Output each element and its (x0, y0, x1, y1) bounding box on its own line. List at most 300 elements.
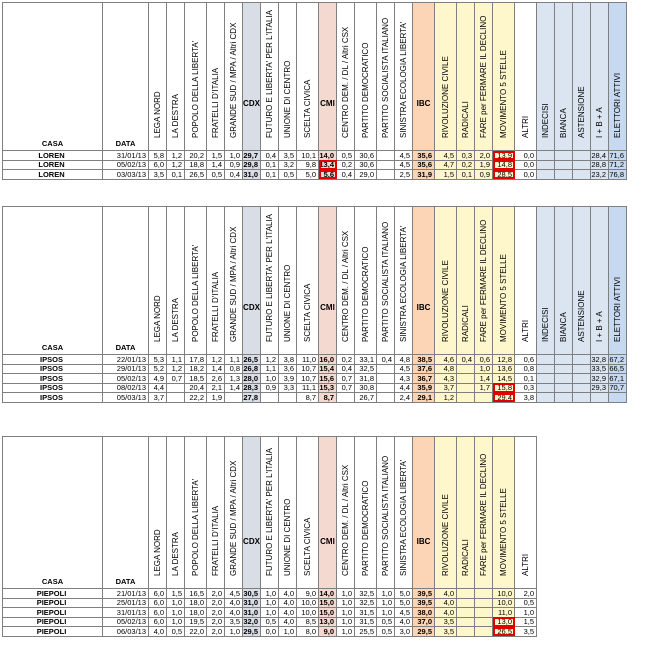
cell-fdi: 2,0 (207, 627, 225, 637)
cell-cmi: 15,6 (319, 374, 337, 384)
cell-la-destra (167, 383, 185, 393)
cell-data: 21/01/13 (103, 589, 149, 599)
column-header-fare (475, 207, 493, 355)
cell-bianca (555, 170, 573, 180)
column-header-pdl (185, 437, 207, 589)
cell-pd: 30,6 (355, 151, 377, 161)
cell-casa: IPSOS (3, 364, 103, 374)
column-header-fdi (207, 3, 225, 151)
cell-scelta-civica: 8,0 (297, 627, 319, 637)
cell-ibc: 39,5 (413, 589, 435, 599)
column-header-indecisi (537, 207, 555, 355)
cell-m5s: 11,0 (493, 608, 515, 618)
cell-bianca (555, 160, 573, 170)
cell-rivoluzione-civile: 4,0 (435, 608, 457, 618)
cell-ibc: 38,0 (413, 608, 435, 618)
column-header-pd (355, 207, 377, 355)
cell-pd: 32,5 (355, 598, 377, 608)
column-header-bianca (555, 207, 573, 355)
column-header-label: FUTURO E LIBERTA' PER L'ITALIA (264, 448, 274, 576)
cell-ibc: 35,6 (413, 151, 435, 161)
cell-pdl: 22,0 (185, 627, 207, 637)
cell-m5s: 13,9 (493, 151, 515, 161)
cell-m5s: 29,4 (493, 393, 515, 403)
cell-fdi: 2,6 (207, 374, 225, 384)
cell-la-destra: 1,2 (167, 151, 185, 161)
cell-fli: 1,0 (261, 608, 279, 618)
cell-ibc: 38,5 (413, 355, 435, 365)
cell-psi: 0,4 (377, 355, 395, 365)
cell-cdx: 29,5 (243, 627, 261, 637)
cell-ibc: 35,9 (413, 383, 435, 393)
column-header-label: PARTITO SOCIALISTA ITALIANO (380, 455, 390, 576)
cell-cmi: 16,0 (319, 355, 337, 365)
column-header-cd-altri-csx (337, 437, 355, 589)
column-header-label: FUTURO E LIBERTA' PER L'ITALIA (264, 214, 274, 342)
column-header-cd-altri-csx (337, 207, 355, 355)
cell-grande-sud: 4,0 (225, 598, 243, 608)
column-header-m5s (493, 3, 515, 151)
column-header-label: SCELTA CIVICA (302, 79, 312, 138)
cell-scelta-civica: 10,7 (297, 374, 319, 384)
cell-ibc: 39,5 (413, 598, 435, 608)
column-header-m5s (493, 437, 515, 589)
cell-fare (475, 617, 493, 627)
cell-indecisi (537, 170, 555, 180)
cell-rivoluzione-civile: 4,0 (435, 598, 457, 608)
cell-fli: 0,5 (261, 617, 279, 627)
cell-grande-sud: 4,0 (225, 608, 243, 618)
column-header-la-destra (167, 207, 185, 355)
cell-udc: 0,5 (279, 170, 297, 180)
column-header-grande-sud (225, 437, 243, 589)
cell-lega-nord: 6,0 (149, 589, 167, 599)
cell-pd: 33,1 (355, 355, 377, 365)
column-header-rivoluzione-civile (435, 3, 457, 151)
cell-cd-altri-csx: 0,2 (337, 160, 355, 170)
cell-fare (475, 627, 493, 637)
column-header-label: PARTITO DEMOCRATICO (360, 480, 370, 576)
cell-fare (475, 393, 493, 403)
cell-indecisi (537, 374, 555, 384)
cell-cd-altri-csx: 0,5 (337, 151, 355, 161)
column-header-label: BIANCA (558, 312, 568, 342)
column-header-psi (377, 3, 395, 151)
cell-fdi: 1,2 (207, 355, 225, 365)
column-header-label: POPOLO DELLA LIBERTA' (190, 40, 200, 138)
cell-m5s: 12,8 (493, 355, 515, 365)
cell-scelta-civica: 5,0 (297, 170, 319, 180)
cell-ibc: 37,6 (413, 364, 435, 374)
cell-fdi: 0,5 (207, 170, 225, 180)
cell-casa: PIEPOLI (3, 608, 103, 618)
cell-cdx: 28,0 (243, 374, 261, 384)
cell-pdl: 18,8 (185, 160, 207, 170)
cell-lega-nord: 5,8 (149, 151, 167, 161)
cell-data: 05/02/13 (103, 374, 149, 384)
cell-elettori-attivi: 66,5 (609, 364, 627, 374)
cell-scelta-civica: 9,8 (297, 160, 319, 170)
cell-pd: 32,5 (355, 589, 377, 599)
cell-sel: 2,4 (395, 393, 413, 403)
piepoli-poll-table (2, 436, 537, 637)
cell-pdl: 19,5 (185, 617, 207, 627)
cell-indecisi (537, 383, 555, 393)
cell-m5s: 28,5 (493, 170, 515, 180)
cell-rivoluzione-civile: 4,8 (435, 364, 457, 374)
column-header-label: FRATELLI D'ITALIA (210, 505, 220, 576)
column-header-scelta-civica (297, 207, 319, 355)
cell-cdx: 26,8 (243, 364, 261, 374)
cell-m5s: 14,8 (493, 160, 515, 170)
cell-lega-nord: 4,0 (149, 627, 167, 637)
cell-elettori-attivi: 71,6 (609, 151, 627, 161)
cell-scelta-civica: 9,0 (297, 589, 319, 599)
column-header-astensione (573, 207, 591, 355)
cell-psi: 1,0 (377, 598, 395, 608)
cell-cd-altri-csx: 1,0 (337, 617, 355, 627)
cell-la-destra: 0,7 (167, 374, 185, 384)
cell-cdx: 27,8 (243, 393, 261, 403)
column-header-fdi (207, 437, 225, 589)
cell-psi (377, 383, 395, 393)
table-row (3, 589, 537, 599)
column-header-lega-nord (149, 3, 167, 151)
column-header-fdi (207, 207, 225, 355)
cell-cmi: 9,0 (319, 627, 337, 637)
column-header-fli (261, 3, 279, 151)
cell-ibpa: 33,5 (591, 364, 609, 374)
cell-fli: 0,9 (261, 383, 279, 393)
cell-fli: 1,0 (261, 374, 279, 384)
table-row (3, 617, 537, 627)
cell-psi: 0,5 (377, 627, 395, 637)
cell-rivoluzione-civile: 3,5 (435, 617, 457, 627)
cell-fare: 0,9 (475, 170, 493, 180)
cell-udc: 4,0 (279, 608, 297, 618)
column-header-data: DATA (103, 437, 149, 589)
cell-casa: PIEPOLI (3, 627, 103, 637)
cell-bianca (555, 374, 573, 384)
cell-indecisi (537, 160, 555, 170)
column-header-radicali (457, 437, 475, 589)
cell-cd-altri-csx: 1,0 (337, 608, 355, 618)
cell-cmi: 14,0 (319, 151, 337, 161)
cell-cmi: 5,6 (319, 170, 337, 180)
table-row (3, 160, 627, 170)
cell-cdx: 28,3 (243, 383, 261, 393)
column-header-label: CENTRO DEM. / DL / Altri CSX (340, 464, 350, 576)
cell-altri: 2,0 (515, 589, 537, 599)
column-header-label: RADICALI (460, 101, 470, 138)
cell-pd: 26,7 (355, 393, 377, 403)
column-header-label: INDECISI (540, 307, 550, 342)
cell-sel: 4,5 (395, 608, 413, 618)
cell-sel: 4,5 (395, 151, 413, 161)
cell-grande-sud: 1,0 (225, 151, 243, 161)
cell-scelta-civica: 8,7 (297, 393, 319, 403)
cell-scelta-civica: 10,7 (297, 364, 319, 374)
cell-data: 31/01/13 (103, 151, 149, 161)
cell-lega-nord: 4,4 (149, 383, 167, 393)
column-header-label: FARE per FERMARE IL DECLINO (478, 453, 488, 576)
cell-udc: 4,0 (279, 598, 297, 608)
column-header-ibc: IBC (413, 207, 435, 355)
cell-sel: 4,0 (395, 617, 413, 627)
cell-elettori-attivi: 71,2 (609, 160, 627, 170)
table-row (3, 383, 627, 393)
cell-elettori-attivi: 67,2 (609, 355, 627, 365)
cell-bianca (555, 393, 573, 403)
cell-astensione (573, 160, 591, 170)
cell-udc: 3,5 (279, 151, 297, 161)
column-header-sel (395, 207, 413, 355)
cell-pdl: 18,2 (185, 364, 207, 374)
cell-pdl: 22,2 (185, 393, 207, 403)
column-header-label: PARTITO DEMOCRATICO (360, 246, 370, 342)
cell-lega-nord: 5,3 (149, 355, 167, 365)
cell-altri: 0,0 (515, 170, 537, 180)
cell-cd-altri-csx: 0,4 (337, 170, 355, 180)
cell-radicali: 0,1 (457, 170, 475, 180)
cell-fli: 1,1 (261, 364, 279, 374)
cell-cmi: 13,4 (319, 160, 337, 170)
cell-sel: 4,8 (395, 355, 413, 365)
cell-fdi: 2,1 (207, 383, 225, 393)
column-header-udc (279, 3, 297, 151)
column-header-radicali (457, 3, 475, 151)
cell-pd: 31,5 (355, 617, 377, 627)
cell-altri: 3,8 (515, 393, 537, 403)
column-header-label: UNIONE DI CENTRO (282, 498, 292, 576)
cell-fare: 2,0 (475, 151, 493, 161)
column-header-scelta-civica (297, 3, 319, 151)
cell-grande-sud: 0,8 (225, 364, 243, 374)
cell-lega-nord: 5,2 (149, 364, 167, 374)
column-header-label: LEGA NORD (152, 91, 162, 138)
column-header-grande-sud (225, 207, 243, 355)
cell-fli (261, 393, 279, 403)
column-header-label: FUTURO E LIBERTA' PER L'ITALIA (264, 10, 274, 138)
cell-radicali (457, 608, 475, 618)
column-header-label: INDECISI (540, 103, 550, 138)
cell-elettori-attivi: 76,8 (609, 170, 627, 180)
column-header-cdx: CDX (243, 437, 261, 589)
cell-fare: 1,9 (475, 160, 493, 170)
cell-psi (377, 170, 395, 180)
cell-radicali: 0,2 (457, 160, 475, 170)
cell-ibpa (591, 393, 609, 403)
cell-psi: 1,0 (377, 589, 395, 599)
column-header-pdl (185, 3, 207, 151)
column-header-label: GRANDE SUD / MPA / Altri CDX (228, 460, 238, 576)
cell-sel: 3,0 (395, 627, 413, 637)
cell-casa: IPSOS (3, 374, 103, 384)
cell-data: 06/03/13 (103, 627, 149, 637)
column-header-label: ALTRI (520, 553, 530, 576)
cell-fdi: 1,9 (207, 393, 225, 403)
cell-data: 05/02/13 (103, 617, 149, 627)
cell-fdi: 2,0 (207, 598, 225, 608)
cell-ibpa: 28,8 (591, 160, 609, 170)
cell-rivoluzione-civile: 1,5 (435, 170, 457, 180)
column-header-label: RIVOLUZIONE CIVILE (440, 494, 450, 576)
column-header-label: SINISTRA ECOLOGIA LIBERTA' (398, 459, 408, 576)
cell-grande-sud: 1,1 (225, 355, 243, 365)
cell-fare (475, 608, 493, 618)
column-header-label: FARE per FERMARE IL DECLINO (478, 15, 488, 138)
cell-pd: 30,6 (355, 160, 377, 170)
column-header-label: ALTRI (520, 115, 530, 138)
cell-astensione (573, 364, 591, 374)
cell-pdl: 17,8 (185, 355, 207, 365)
column-header-label: PARTITO SOCIALISTA ITALIANO (380, 221, 390, 342)
cell-pd: 31,8 (355, 374, 377, 384)
column-header-label: ASTENSIONE (576, 86, 586, 138)
cell-fli: 1,2 (261, 355, 279, 365)
column-header-fare (475, 437, 493, 589)
cell-udc: 3,2 (279, 160, 297, 170)
cell-altri: 1,0 (515, 608, 537, 618)
column-header-ibpa (591, 207, 609, 355)
cell-bianca (555, 364, 573, 374)
cell-udc: 3,3 (279, 383, 297, 393)
column-header-label: LEGA NORD (152, 529, 162, 576)
cell-ibc: 35,6 (413, 160, 435, 170)
cell-cd-altri-csx: 0,7 (337, 383, 355, 393)
cell-la-destra: 0,1 (167, 170, 185, 180)
cell-ibc: 31,9 (413, 170, 435, 180)
cell-radicali (457, 383, 475, 393)
column-header-cmi: CMI (319, 207, 337, 355)
cell-altri: 0,0 (515, 151, 537, 161)
column-header-udc (279, 437, 297, 589)
cell-psi (377, 160, 395, 170)
cell-fdi: 1,4 (207, 160, 225, 170)
ipsos-poll-table (2, 206, 627, 403)
column-header-astensione (573, 3, 591, 151)
cell-altri: 1,5 (515, 617, 537, 627)
column-header-label: UNIONE DI CENTRO (282, 60, 292, 138)
cell-data: 25/01/13 (103, 598, 149, 608)
column-header-casa: CASA (3, 207, 103, 355)
cell-altri: 3,5 (515, 627, 537, 637)
cell-cdx: 26,5 (243, 355, 261, 365)
cell-casa: LOREN (3, 151, 103, 161)
column-header-label: RIVOLUZIONE CIVILE (440, 56, 450, 138)
cell-casa: LOREN (3, 170, 103, 180)
cell-fdi: 2,0 (207, 608, 225, 618)
column-header-label: PARTITO SOCIALISTA ITALIANO (380, 17, 390, 138)
column-header-data: DATA (103, 3, 149, 151)
cell-radicali (457, 364, 475, 374)
table-row (3, 151, 627, 161)
cell-grande-sud: 1,4 (225, 383, 243, 393)
cell-pdl: 20,4 (185, 383, 207, 393)
cell-data: 05/03/13 (103, 393, 149, 403)
column-header-pd (355, 437, 377, 589)
cell-psi: 1,0 (377, 608, 395, 618)
cell-la-destra: 1,0 (167, 598, 185, 608)
column-header-rivoluzione-civile (435, 207, 457, 355)
cell-la-destra: 1,2 (167, 364, 185, 374)
cell-altri: 0,8 (515, 364, 537, 374)
cell-cd-altri-csx: 0,4 (337, 364, 355, 374)
column-header-grande-sud (225, 3, 243, 151)
cell-psi (377, 364, 395, 374)
cell-fare (475, 589, 493, 599)
column-header-label: LA DESTRA (170, 93, 180, 138)
cell-udc: 1,0 (279, 627, 297, 637)
column-header-data: DATA (103, 207, 149, 355)
column-header-elettori-attivi (609, 207, 627, 355)
column-header-label: UNIONE DI CENTRO (282, 264, 292, 342)
table-row (3, 598, 537, 608)
cell-rivoluzione-civile: 3,7 (435, 383, 457, 393)
cell-grande-sud: 1,0 (225, 627, 243, 637)
table-row (3, 170, 627, 180)
column-header-label: ELETTORI ATTIVI (612, 72, 622, 138)
cell-altri: 0,1 (515, 374, 537, 384)
column-header-psi (377, 207, 395, 355)
column-header-label: MOVIMENTO 5 STELLE (498, 488, 508, 576)
cell-rivoluzione-civile: 4,3 (435, 374, 457, 384)
cell-grande-sud: 1,3 (225, 374, 243, 384)
cell-m5s: 13,6 (493, 364, 515, 374)
cell-ibpa: 23,2 (591, 170, 609, 180)
cell-ibpa: 29,3 (591, 383, 609, 393)
cell-data: 22/01/13 (103, 355, 149, 365)
cell-grande-sud: 3,5 (225, 617, 243, 627)
cell-radicali (457, 617, 475, 627)
cell-la-destra: 1,2 (167, 160, 185, 170)
cell-astensione (573, 374, 591, 384)
cell-ibpa: 28,4 (591, 151, 609, 161)
column-header-label: MOVIMENTO 5 STELLE (498, 50, 508, 138)
cell-udc: 4,0 (279, 617, 297, 627)
column-header-la-destra (167, 437, 185, 589)
table-row (3, 355, 627, 365)
cell-casa: PIEPOLI (3, 589, 103, 599)
cell-cdx: 30,5 (243, 589, 261, 599)
cell-udc: 3,8 (279, 355, 297, 365)
column-header-psi (377, 437, 395, 589)
cell-sel: 5,0 (395, 598, 413, 608)
cell-cmi: 13,0 (319, 617, 337, 627)
table-row (3, 374, 627, 384)
cell-cd-altri-csx: 1,0 (337, 627, 355, 637)
cell-scelta-civica: 11,1 (297, 383, 319, 393)
cell-fli: 1,0 (261, 598, 279, 608)
column-header-label: RADICALI (460, 539, 470, 576)
cell-fli: 0,0 (261, 627, 279, 637)
cell-scelta-civica: 10,0 (297, 598, 319, 608)
cell-ibc: 37,0 (413, 617, 435, 627)
cell-casa: IPSOS (3, 383, 103, 393)
cell-scelta-civica: 10,1 (297, 151, 319, 161)
cell-cmi: 15,0 (319, 608, 337, 618)
cell-cd-altri-csx: 0,2 (337, 355, 355, 365)
cell-fli: 0,4 (261, 151, 279, 161)
cell-casa: IPSOS (3, 355, 103, 365)
cell-cdx: 31,0 (243, 170, 261, 180)
cell-elettori-attivi: 67,1 (609, 374, 627, 384)
column-header-cdx: CDX (243, 207, 261, 355)
cell-casa: LOREN (3, 160, 103, 170)
cell-pd: 31,5 (355, 608, 377, 618)
cell-cmi: 14,0 (319, 589, 337, 599)
column-header-altri (515, 437, 537, 589)
